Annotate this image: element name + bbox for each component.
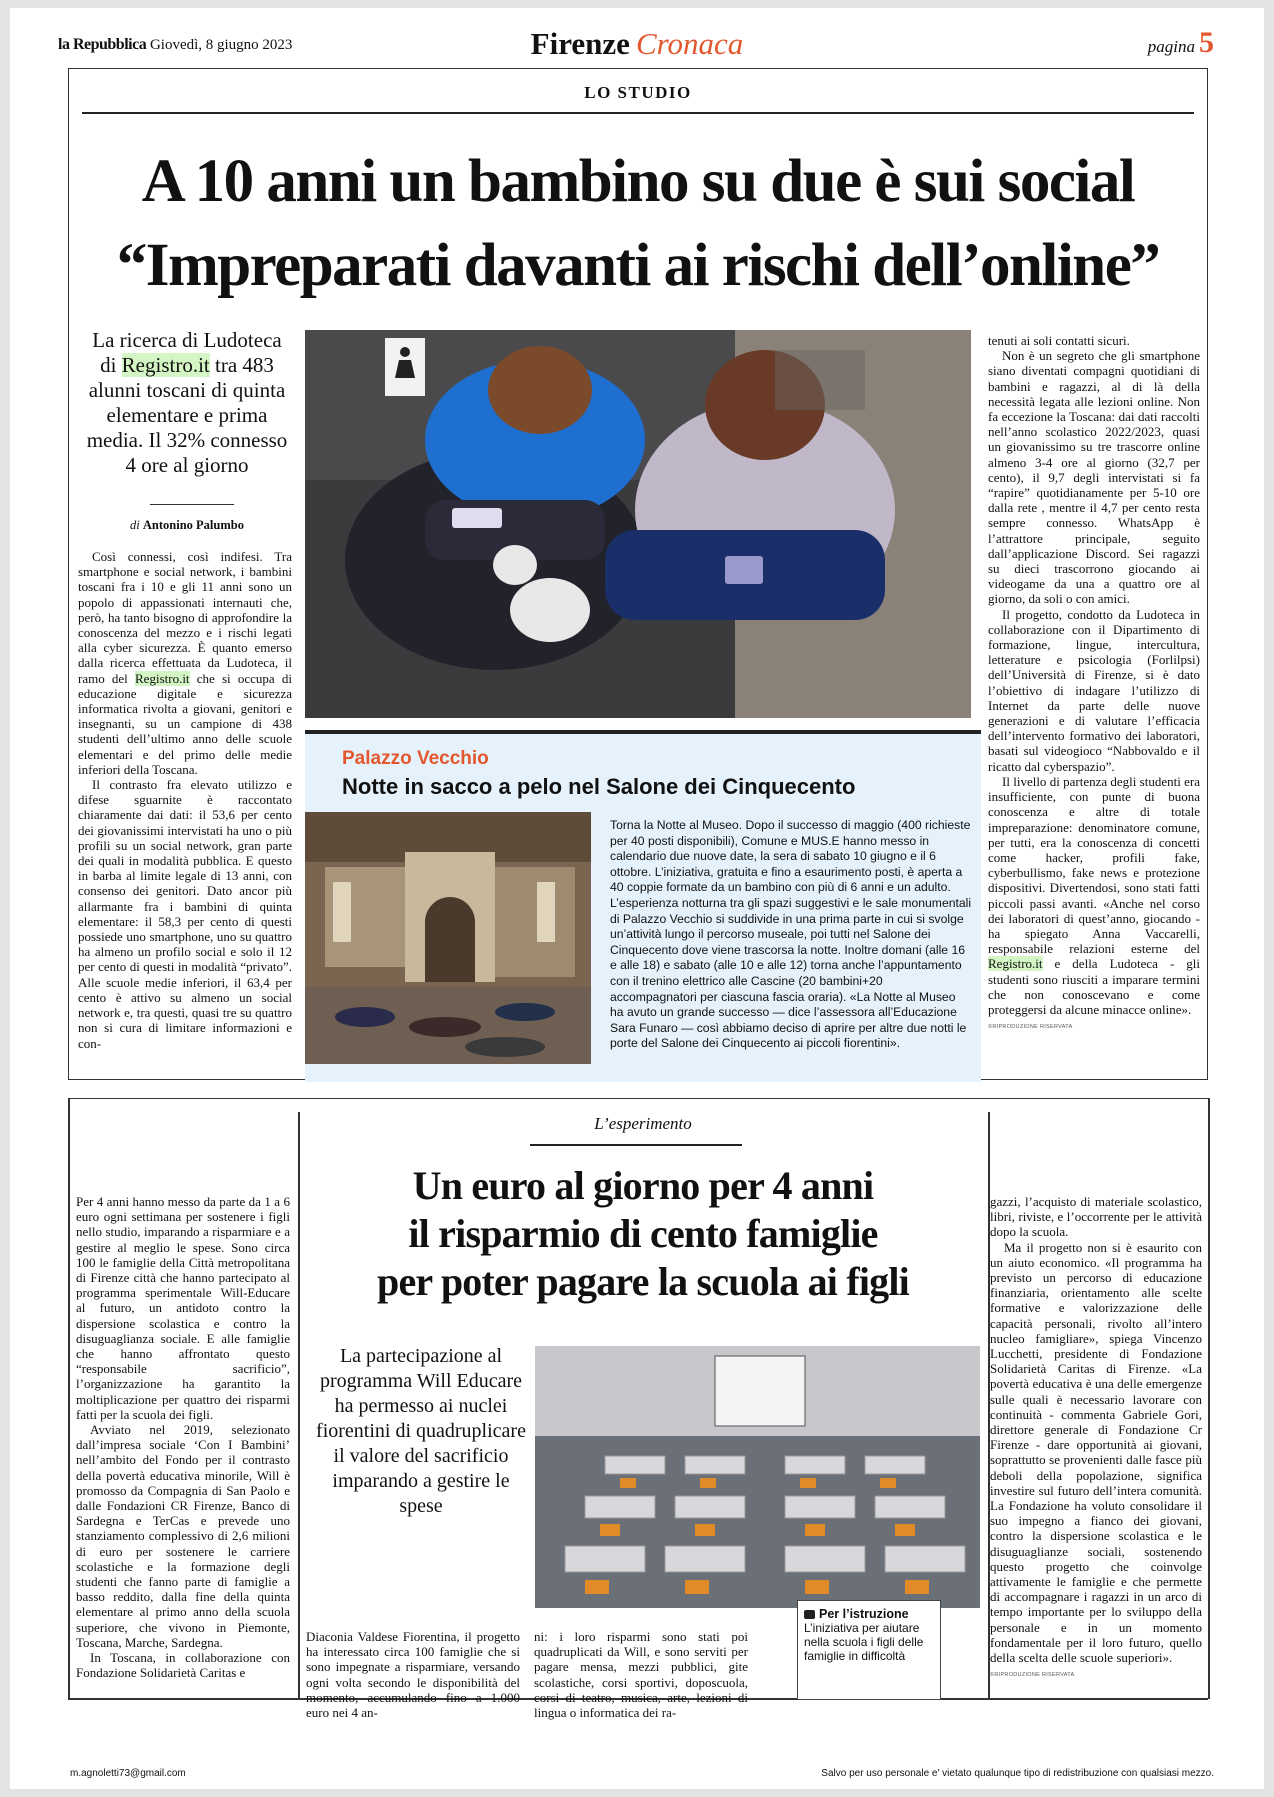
reproduction-notice: ©RIPRODUZIONE RISERVATA [988, 1024, 1073, 1031]
headline-line: “Impreparati davanti ai rischi dell’online” [116, 232, 1160, 299]
paragraph: Avviato nel 2019, selezionato dall’impresa sociale ‘Con I Bambini’ nell’ambito del Fondo per il contrasto della povertà educativa minorile, Will è promosso da Compagnia di San Paolo e dalle Fondazioni CR Firenze, Banco di Sardegna e TerCas e prevede uno stanziamento complessivo di 2,6 milioni di euro per sostenere le carriere scolastiche e la formazione degli studenti che fanno parte di famiglie a basso reddito, dalla fine della quinta elementare al primo anno della scuola superiore, che vivono in Piemonte, Toscana, Marche, Sardegna. [76, 1422, 290, 1650]
article2-column-3 [990, 1194, 1202, 1684]
byline [82, 518, 292, 533]
headline-line: A 10 anni un bambino su due è sui social [141, 148, 1135, 215]
article2-kicker: L’esperimento [594, 1114, 692, 1133]
registro-link[interactable]: Registro.it [135, 670, 190, 686]
frame-right-rule [1208, 1098, 1210, 1699]
paragraph-text: e della Ludoteca - gli studenti sono riusciti a imparare termini che non conoscevano e come proteggersi da alcune minacce online». [988, 956, 1200, 1017]
article1-column-3 [988, 333, 1200, 1035]
article1-dek [82, 328, 292, 478]
photo-illustration [305, 330, 971, 718]
paragraph: Per 4 anni hanno messo da parte da 1 a 6 euro ogni settimana per sostenere i figli nello studio, imparando a risparmiare e a gestire al meglio le spese. Sono circa 100 le famiglie della Città metropolitana di Firenze città che hanno partecipato al programma sperimentale Will-Educare al futuro, un antidoto contro la dispersione scolastica e contro la disuguaglianza sociale. E alle famiglie che hanno affrontato questo “responsabile sacrificio”, l’organizzazione ha garantito la moltiplicazione per quattro dei risparmi fatti per la scuola dei figli. [76, 1194, 290, 1422]
headline-line: Un euro al giorno per 4 anni [412, 1163, 874, 1208]
footer-disclaimer: Salvo per uso personale e' vietato qualunque tipo di redistribuzione con qualsiasi mezzo. [821, 1768, 1214, 1779]
kicker-rule [82, 112, 1194, 114]
kicker-rule [530, 1144, 742, 1146]
article1-kicker: LO STUDIO [584, 83, 692, 102]
paragraph: gazzi, l’acquisto di materiale scolastico, libri, riviste, e l’occorrente per le attività dopo la scuola. [990, 1194, 1202, 1240]
paragraph: Il progetto, condotto da Ludoteca in collaborazione con il Dipartimento di formazione, lingue, intercultura, letterature e psicologia (Forlilpsi) dell’Università di Firenze, si è dato l’obiettivo di indagare l’utilizzo di Internet da parte delle nuove generazioni e di valutare l’efficacia dell’intervento formativo dei laboratori, basati sul videogioco “Nabbovaldo e il ricatto dal cyberspazio”. [988, 606, 1200, 774]
article1-column-1 [78, 549, 292, 1051]
reproduction-notice: ©RIPRODUZIONE RISERVATA [990, 1672, 1075, 1679]
section-title [0, 26, 1274, 62]
article2-column-2b: ni: i loro risparmi sono stati poi quadruplicati da Will, e sono serviti per pagare mensa, mezzi pubblici, gite scolastiche, corsi sportivi, doposcuola, corsi di teatro, musica, arte, lezioni di lingua o informatica dei ra- [534, 1629, 748, 1721]
article2-dek: La partecipazione al programma Will Educare ha permesso ai nuclei fiorentini di quadruplicare il valore del sacrificio imparando a gestire le spese [316, 1345, 526, 1517]
paragraph-text: Il livello di partenza degli studenti era insufficiente, con punte di buona conoscenza e altre di totale impreparazione: denominatore comune, per tutti, era la conoscenza di concetti come hacker, profili fake, cyberbullismo, fake news e protezione dispositivi. Divertendosi, sono stati fatti piccoli passi avanti. «Anche nel corso dei laboratori di quest’anno, giocando - ha spiegato Anna Vaccarelli, responsabile relazioni esterne del [988, 773, 1200, 957]
page-number: 5 [1199, 26, 1214, 59]
page-label: pagina [1147, 37, 1195, 56]
paragraph: Ma il progetto non si è esaurito con un aiuto economico. «Il programma ha previsto un percorso di educazione finanziaria, orientamento alle scelte formative e valorizzazione delle capacità personali, rivolto all’intero nucleo famigliare», spiega Vincenzo Lucchetti, presidente di Fondazione Solidarietà Caritas di Firenze. «La povertà educativa è una delle emergenze sulle quali è necessario lavorare con continuità - commenta Gabriele Gori, direttore generale di Fondazione Cr Firenze - dare opportunità ai giovani, soprattutto se provenienti dalle fasce più deboli della popolazione, significa investire sul futuro dell’intera comunità. La Fondazione ha voluto consolidare il suo impegno a fianco dei giovani, contro la dispersione scolastica e le disuguaglianze sociali, sostenendo questo progetto che coinvolge attivamente le famiglie e che permette di accompagnare i ragazzi in un arco di tempo importante per lo sviluppo della personale e in un momento fondamentale per il loro futuro, quello della scelta delle scuole superiori». [990, 1239, 1202, 1666]
photo-illustration [535, 1346, 980, 1608]
issue-date: Giovedì, 8 giugno 2023 [149, 37, 293, 53]
registro-link[interactable]: Registro.it [121, 353, 210, 377]
frame-left-rule [68, 1098, 70, 1699]
edition-name: Firenze [530, 26, 630, 61]
article2-column-1 [76, 1194, 290, 1681]
photo-illustration [305, 812, 591, 1064]
dek-text: tra 483 alunni toscani di quinta elementare e prima media. Il 32% connesso 4 ore al giorno [86, 353, 288, 477]
article2-column-2a: Diaconia Valdese Fiorentina, il progetto ha interessato circa 100 famiglie che si sono impegnate a risparmiare, versando ogni volta secondo le disponibilità del momento, accumulando fino a 1.000 euro nei 4 an- [306, 1629, 520, 1721]
section-name: Cronaca [635, 26, 744, 61]
camera-icon [804, 1610, 815, 1619]
paragraph: tenuti ai soli contatti sicuri. [988, 333, 1130, 348]
paragraph [78, 549, 292, 777]
paper-name: la Repubblica [58, 36, 147, 53]
byline-rule [150, 504, 234, 505]
article2-headline [298, 1162, 988, 1306]
caption-text: L’iniziativa per aiutare nella scuola i figli delle famiglie in difficoltà [804, 1621, 924, 1663]
paragraph: Non è un segreto che gli smartphone siano diventati compagni quotidiani di bambini e ragazzi, al di là della necessità legata alle lezioni online. Non fa eccezione la Toscana: dai dati raccolti nell’anno scolastico 2022/2023, quasi un giovanissimo su tre trascorre online almeno 3-4 ore al giorno (32,7 per cento), il 9,7 degli intervistati si fa “rapire” quotidianamente per 5-10 ore dalla rete , mentre il 4,7 per cento resta sempre connesso. WhatsApp è l’attrattore principale, seguito dall’applicazione Discord. Sei ragazzi su dieci trascorrono giocando ai videogame da una a quattro ore al giorno, da soli o con amici. [988, 348, 1200, 607]
caption-title: Per l’istruzione [819, 1607, 909, 1621]
classroom-photo [535, 1346, 980, 1608]
paragraph: In Toscana, in collaborazione con Fondazione Solidarietà Caritas e [76, 1650, 290, 1681]
paragraph-text: che si occupa di educazione digitale e sicurezza informatica rivolta a giovani, genitori e insegnanti, su un campione di 438 studenti dell’ultimo anno delle scuole elementari e del primo delle medie inferiori della Toscana. [78, 670, 293, 777]
byline-author: Antonino Palumbo [142, 518, 244, 532]
box-title: Notte in sacco a pelo nel Salone dei Cinquecento [342, 774, 856, 799]
headline-line: il risparmio di cento famiglie [408, 1211, 878, 1256]
byline-prefix: di [130, 518, 140, 532]
paragraph: Il contrasto fra elevato utilizzo e difese sguarnite è raccontato chiaramente dai dati: il 53,6 per cento dei giovanissimi intervistati ha uno o più profili su un social network, gran parte dei quali in modalità pubblica. E questo in barba al limite legale di 13 anni, con consenso dei genitori. Dato ancor più allarmante fra i bambini di quinta elementare: il 58,3 per cento di questi possiede uno smartphone, uno su quattro ha almeno un profilo social e solo il 12 per cento di questi in modalità “privato”. Alle scuole medie inferiori, il 63,4 per cento è attivo su almeno un social network e, tra questi, quasi tre su quattro non si cura di limitare informazioni e con- [78, 777, 292, 1051]
article1-headline [68, 140, 1208, 308]
paragraph-text: Così connessi, così indifesi. Tra smartphone e social network, i bambini toscani fra i 10 e gli 11 anni sono un popolo di appassionati internauti che, però, ha tanto bisogno di approfondire la conoscenza del mezzo e i rischi legati alla cyber sicurezza. È quanto emerso dalla ricerca effettuata da Ludoteca, il ramo del [78, 549, 292, 686]
dek-text: La ricerca di Ludoteca di [92, 328, 282, 377]
footer-email: m.agnoletti73@gmail.com [70, 1768, 186, 1779]
box-kicker: Palazzo Vecchio [342, 748, 489, 769]
photo-caption [797, 1600, 941, 1700]
salone-cinquecento-photo [305, 812, 591, 1064]
box-text: Torna la Notte al Museo. Dopo il successo di maggio (400 richieste per 40 posti disponibili), Comune e MUS.E hanno messo in calendario due nuove date, la sera di sabato 10 giugno e il 6 ottobre. L’iniziativa, gratuita e fino a esaurimento posti, è aperta a 40 coppie formate da un bambino con più di 6 anni e un adulto. L’esperienza notturna tra gli spazi suggestivi e le sale monumentali di Palazzo Vecchio si suddivide in una prima parte in cui si svolge un’attività lungo il percorso museale, poi tutti nel Salone dei Cinquecento dove viene trascorsa la notte. Inoltre domani (alle 16 e alle 18) e sabato (alle 10 e alle 12) torna anche l’appuntamento con il trenino elettrico alle Cascine (20 bambini+20 accompagnatori per ciascuna fascia oraria). «La Notte al Museo ha avuto un grande successo — dice l’assessora all’Educazione Sara Funaro — così abbiamo deciso di aprire per altre due notti le porte del Salone dei Cinquecento ai piccoli fiorentini». [610, 818, 972, 1051]
children-smartphone-photo [305, 330, 971, 718]
page-number-block [1148, 26, 1214, 60]
paragraph [988, 774, 1200, 1017]
headline-line: per poter pagare la scuola ai figli [377, 1259, 909, 1304]
registro-link[interactable]: Registro.it [988, 956, 1043, 972]
